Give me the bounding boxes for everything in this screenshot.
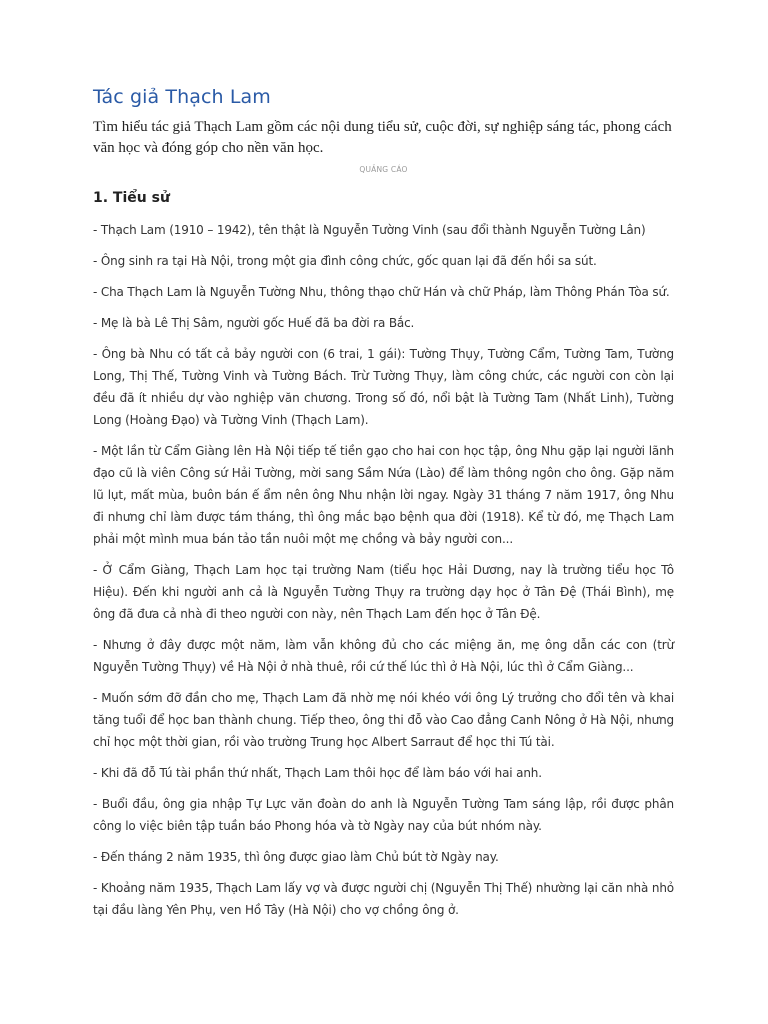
paragraph: - Một lần từ Cẩm Giàng lên Hà Nội tiếp tế tiền gạo cho hai con học tập, ông Nhu gặp lại người lãnh đạo cũ là viên Công sứ Hải Tường, mời sang Sầm Nứa (Lào) để làm thông ngôn cho ông. Gặp năm lũ lụt, mất mùa, buôn bán ế ẩm nên ông Nhu nhận lời ngay. Ngày 31 tháng 7 năm 1917, ông Nhu đi nhưng chỉ làm được tám tháng, thì ông mắc bạo bệnh qua đời (1918). Kể từ đó, mẹ Thạch Lam phải một mình mua bán tảo tần nuôi một mẹ chồng và bảy người con...: [93, 444, 674, 546]
paragraph: - Muốn sớm đỡ đần cho mẹ, Thạch Lam đã nhờ mẹ nói khéo với ông Lý trưởng cho đổi tên và khai tăng tuổi để học ban thành chung. Tiếp theo, ông thi đỗ vào Cao đẳng Canh Nông ở Hà Nội, nhưng chỉ học một thời gian, rồi vào trường Trung học Albert Sarraut để học thi Tú tài.: [93, 691, 674, 749]
paragraph: - Cha Thạch Lam là Nguyễn Tường Nhu, thông thạo chữ Hán và chữ Pháp, làm Thông Phán Tòa sứ.: [93, 285, 670, 299]
paragraph: - Ông bà Nhu có tất cả bảy người con (6 trai, 1 gái): Tường Thụy, Tường Cẩm, Tường Tam, Tường Long, Thị Thế, Tường Vinh và Tường Bách. Trừ Tường Thụy, làm công chức, các người con còn lại đều đã ít nhiều dự vào nghiệp văn chương. Trong số đó, nổi bật là Tường Tam (Nhất Linh), Tường Long (Hoàng Đạo) và Tường Vinh (Thạch Lam).: [93, 347, 674, 427]
paragraph: - Mẹ là bà Lê Thị Sâm, người gốc Huế đã ba đời ra Bắc.: [93, 316, 415, 330]
paragraph: - Khoảng năm 1935, Thạch Lam lấy vợ và được người chị (Nguyễn Thị Thế) nhường lại căn nhà nhỏ tại đầu làng Yên Phụ, ven Hồ Tây (Hà Nội) cho vợ chồng ông ở.: [93, 881, 674, 917]
article-intro: Tìm hiểu tác giả Thạch Lam gồm các nội dung tiểu sử, cuộc đời, sự nghiệp sáng tác, phong cách văn học và đóng góp cho nền văn học.: [93, 119, 672, 156]
section-heading-bio: 1. Tiểu sử: [93, 190, 170, 206]
paragraph: - Khi đã đỗ Tú tài phần thứ nhất, Thạch Lam thôi học để làm báo với hai anh.: [93, 766, 542, 780]
paragraph: - Ông sinh ra tại Hà Nội, trong một gia đình công chức, gốc quan lại đã đến hồi sa sút.: [93, 254, 597, 268]
paragraph: - Thạch Lam (1910 – 1942), tên thật là Nguyễn Tường Vinh (sau đổi thành Nguyễn Tường Lân): [93, 223, 646, 237]
article: [93, 86, 674, 930]
paragraph: - Nhưng ở đây được một năm, làm vẫn không đủ cho các miệng ăn, mẹ ông dẫn các con (trừ Nguyễn Tường Thụy) về Hà Nội ở nhà thuê, rồi cứ thế lúc thì ở Hà Nội, lúc thì ở Cẩm Giàng...: [93, 638, 674, 674]
ad-label: QUẢNG CÁO: [359, 165, 408, 174]
paragraph: - Ở Cẩm Giàng, Thạch Lam học tại trường Nam (tiểu học Hải Dương, nay là trường tiểu học Tô Hiệu). Đến khi người anh cả là Nguyễn Tường Thụy ra trường dạy học ở Tân Đệ (Thái Bình), mẹ ông đã đưa cả nhà đi theo người con này, nên Thạch Lam đến học ở Tân Đệ.: [93, 563, 674, 621]
article-title: Tác giả Thạch Lam: [93, 86, 271, 108]
paragraph: - Đến tháng 2 năm 1935, thì ông được giao làm Chủ bút tờ Ngày nay.: [93, 850, 499, 864]
paragraph: - Buổi đầu, ông gia nhập Tự Lực văn đoàn do anh là Nguyễn Tường Tam sáng lập, rồi được phân công lo việc biên tập tuần báo Phong hóa và tờ Ngày nay của bút nhóm này.: [93, 797, 674, 833]
